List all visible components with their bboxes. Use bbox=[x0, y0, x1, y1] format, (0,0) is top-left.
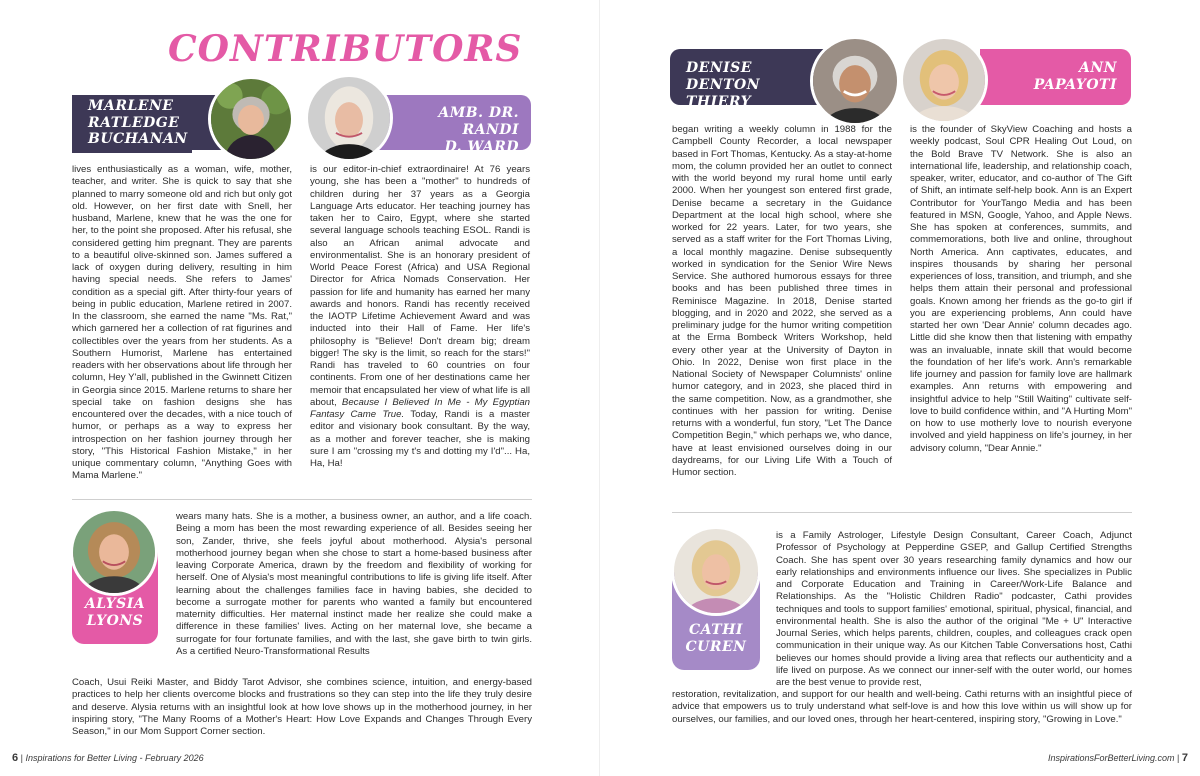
name-line: AMB. DR. RANDI bbox=[438, 105, 519, 138]
alysia-photo bbox=[70, 508, 158, 596]
section-divider bbox=[672, 512, 1132, 513]
publication-name: Inspirations for Better Living - February 2026 bbox=[25, 753, 204, 763]
name-line: LYONS bbox=[86, 613, 144, 629]
denise-photo bbox=[810, 36, 900, 126]
name-line: D. WARD bbox=[444, 139, 519, 155]
randi-bio bbox=[310, 164, 530, 470]
name-line: CATHI bbox=[689, 622, 743, 638]
randi-book-title: Because I Believed In Me - My Egyptian Fantasy Came True. bbox=[310, 396, 531, 420]
footer-right bbox=[1048, 752, 1188, 764]
page-number: 7 bbox=[1181, 752, 1188, 764]
marlene-bio: lives enthusiastically as a woman, wife, mother, teacher, and writer. She is quick to say that she planned to marry someone old and rich but only got old. However, on her first date with Snell, her husband, Marlene, knew that he was the one for her, to the point she proposed. After his refusal, she considered getting him pregnant. They are parents to a beautiful olive-skinned son. James suffered a lack of oxygen during delivery, resulting in him having special needs. She refers to James' condition as a special gift. After thirty-four years of being in public education, Marlene retired in 2007. In the classroom, she earned the name "Ms. Rat," which garnered her a collection of rat figurines and collectibles over the years from her students. As a Southern Humorist, Marlene has entertained readers with her observations about life through her column, Hey Y'all, published in the Gwinnett Citizen in Georgia since 2015. Marlene returns to share her special take on fashion designs she has encountered over the decades, with a nice touch of humor, or perhaps as a way to express her introspection on her fashion journey through her story, "This Historical Fashion Mistake," in her unique commentary column, "Anything Goes with Mama Marlene." bbox=[72, 164, 292, 482]
footer-separator: | bbox=[1177, 753, 1180, 763]
alysia-bio-wide: Coach, Usui Reiki Master, and Biddy Tarot Advisor, she combines science, intuition, and energy-based practices to help her clients overcome blocks and frustrations so they can step into the life they truly desire and deserve. Alysia returns with an insightful look at how love shows up in the motherhood journey, in her inspiring story, "The Many Rooms of a Mother's Heart: How Love Expands and Changes Through Every Season," in our Mom Support Corner section. bbox=[72, 677, 532, 737]
page-title: CONTRIBUTORS bbox=[168, 28, 523, 70]
section-divider bbox=[72, 499, 532, 500]
ann-photo bbox=[900, 36, 988, 124]
name-line: MARLENE bbox=[88, 98, 174, 114]
name-line: BUCHANAN bbox=[88, 131, 188, 147]
ann-bio: is the founder of SkyView Coaching and hosts a weekly podcast, Soul CPR Healing Out Loud, on the Bold Brave TV Network. She is also an international life, leadership, and relationship coach, speaker, writer, educator, and co-author of The Gift of Shift, an intimate self-help book. Ann is an Expert Contributor for YourTango Media and has been featured in MSN, Google, Yahoo, and Apple News. She has spoken at conferences, summits, and commemorations, both live and online, throughout North America. Ann captivates, educates, and inspires thousands by sharing her personal experiences of loss, transition, and triumph, and she helps them attain their personal and professional goals. Known among her friends as the go-to girl if you are experiencing problems, Ann could have started her own 'Dear Annie' column decades ago. Little did she know then that listening with empathy was an invaluable, innate skill that would become the foundation of her life's work. Ann's remarkable life journey and passion for family love are hallmark examples. Ann returns with empowering and insightful advice to help "Still Waiting" cultivate self-love to build confidence within, and "A Hurting Mom" on how to use motherly love to nourish everyone involved and yield happiness on life's journey, in her advisory column, "Dear Annie." bbox=[910, 124, 1132, 454]
randi-bio-part: Today, Randi is a master editor and visionary book consultant. By the way, as a mother and forever teacher, she is making sure I am "crossing my t's and dotting my I'd"... Ha, Ha, Ha! bbox=[310, 409, 531, 469]
randi-photo bbox=[305, 74, 393, 162]
name-line: PAPAYOTI bbox=[1033, 77, 1117, 93]
footer-left bbox=[12, 752, 204, 764]
name-banner-ann bbox=[980, 49, 1131, 105]
name-banner-marlene-tail bbox=[72, 131, 192, 153]
name-banner-randi bbox=[378, 95, 531, 155]
name-line: ALYSIA bbox=[84, 596, 146, 612]
randi-bio-part: is our editor-in-chief extraordinaire! At 76 years young, she has been a "mother" to hundreds of children during her 37 years as a Georgia Language Arts educator. Her teaching journey has taken her to Cairo, Egypt, where she started several language schools teaching ESOL. Randi is also an African animal advocate and environmentalist. She is an honorary president of World Peace Forest (Africa) and USA Regional Director for Africa Nomads Conservation. Her passion for life and humanity has earned her many awards and honors. Randi has recently received the IAOTP Lifetime Achievement Award and was inducted into their Hall of Fame. Her life's philosophy is "Believe! Don't dream big; dream bigger! The sky is the limit, so reach for the stars!" Randi has traveled to 60 countries on four continents. From one of her destinations came her memoir that encapsulated her view of what life is all about, bbox=[310, 164, 530, 408]
name-line: DENISE DENTON bbox=[686, 60, 761, 93]
right-page bbox=[600, 0, 1200, 776]
footer-separator: | bbox=[20, 753, 23, 763]
cathi-photo bbox=[671, 526, 761, 616]
cathi-bio-wide: restoration, revitalization, and support for our health and well-being. Cathi returns with an insightful piece of advice that empowers us to truly understand what self-love is and how this love within us will show up for ourselves, our families, and our loved ones, through her heart-centered, inspiring story, "Growing in Love." bbox=[672, 689, 1132, 725]
cathi-bio: is a Family Astrologer, Lifestyle Design Consultant, Career Coach, Adjunct Professor of Psychology at Pepperdine GSEP, and Gallup Certified Strengths Coach. She has spent over 30 years researching family dynamics and how our early relationships and environments influence our lives. She specializes in Public and Corporate Education and Training in Career/Work-Life Balance and Relationships. As the "Holistic Children Radio" podcaster, Cathi provides techniques and tools to support families' emotional, spiritual, physical, financial, and environmental health. She is also the author of the original "Me + U" Interactive Journal Series, which helps parents, children, couples, and colleagues crack open communication in their unique way. As our Kitchen Table Conversations host, Cathi believes our homes should provide a living area that reflects our authenticity and a life lived on purpose. As we connect our inner-self with the outer world, our homes are the best venue to provide rest, bbox=[776, 530, 1132, 688]
website: InspirationsForBetterLiving.com bbox=[1047, 753, 1175, 763]
marlene-photo bbox=[208, 76, 294, 162]
name-line: RATLEDGE bbox=[88, 115, 180, 131]
name-line: CUREN bbox=[685, 639, 747, 655]
denise-bio: began writing a weekly column in 1988 for the Campbell County Recorder, a local newspaper based in Fort Thomas, Kentucky. As a stay-at-home mom, the column provided her an outlet to connect with the world beyond my rural home until early 2000. When her youngest son entered first grade, Denise became a secretary in the Guidance Department at the local high school, where she worked for 22 years. Later, for two years, she served as a staff writer for the Fort Thomas Living, a local monthly magazine. Denise subsequently worked in syndication for the Senior Wire News Service. She authored humorous essays for three books and has been published three times in Reminisce Magazine. In 2018, Denise started blogging, and in 2020 and 2022, she served as a preliminary judge for the humor writing competition at the Erma Bombeck Writers Workshop, held every other year at the University of Dayton in Ohio. In 2022, Denise won first place in the National Society of Newspaper Columnists' online humor category, and in 2023, she placed third in the same competition. Now, as a grandmother, she continues with her passion for writing. Denise returns with a wonderful, fun story, "Let The Dance Competition Begin," which perhaps we, who dance, have at least envisioned ourselves doing in our daydreams, for our Living Life With a Touch of Humor section. bbox=[672, 124, 892, 478]
page-number: 6 bbox=[12, 752, 19, 764]
name-line: THIERY bbox=[686, 94, 752, 110]
name-banner-denise bbox=[670, 49, 830, 110]
name-line: ANN bbox=[1079, 60, 1117, 76]
alysia-bio: wears many hats. She is a mother, a business owner, an author, and a life coach. Being a mom has been the most rewarding experience of all. Besides seeing her son, Zander, thrive, she feels joyful about motherhood. Alysia's personal motherhood journey began when she chose to start a home-based business after leaving Corporate America, drawn by the freedom and flexibility of working for herself. One of Alysia's most meaningful contributions to life is giving life itself. After learning about the challenges families face in having babies, she decided to become a surrogate mother for parents who wanted a family but encountered maternity difficulties. Her maternal instinct made her realize she could make a difference in these families' lives. Acting on her maternal love, she became a surrogate for four fortunate families, and with the last, she gave birth to twin girls. As a certified Neuro-Transformational Results bbox=[176, 511, 532, 657]
